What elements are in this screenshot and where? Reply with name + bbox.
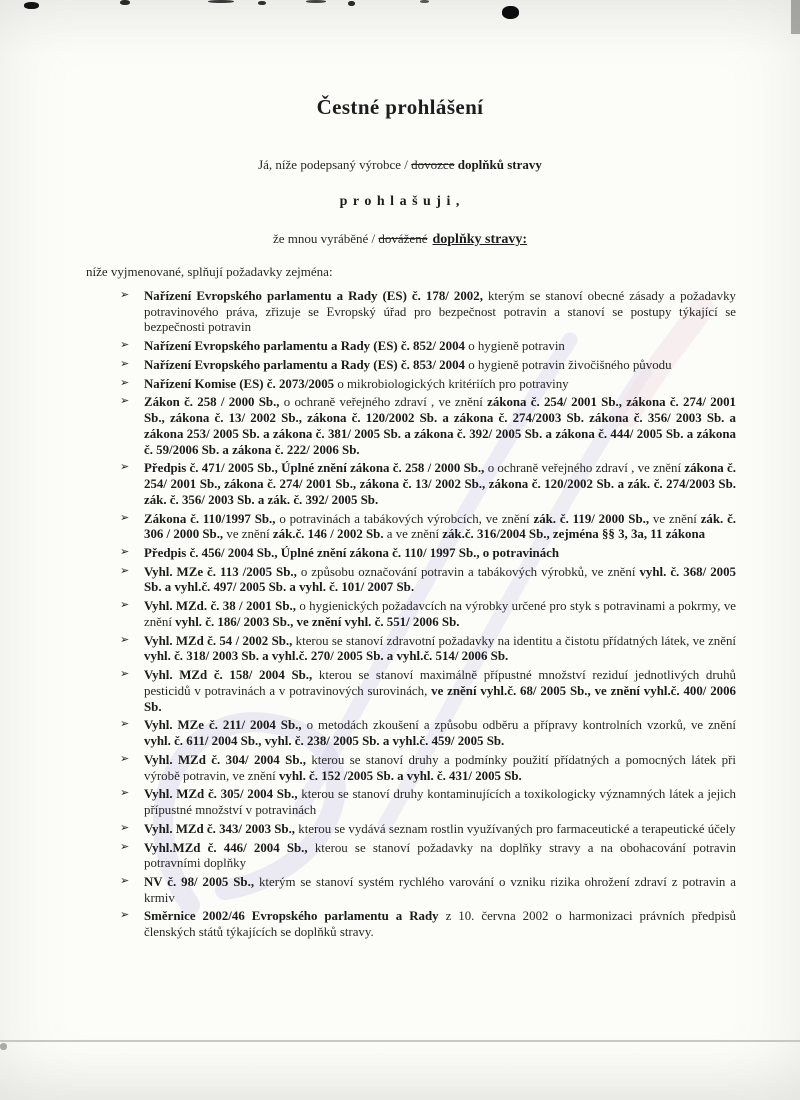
regulation-text-segment: vyhl. č. 318/ 2003 Sb. a vyhl.č. 270/ 2005 Sb. a vyhl.č. 514/ 2006 Sb. — [144, 649, 509, 664]
intro-line — [0, 157, 800, 173]
scan-artifact — [502, 6, 519, 19]
list-bullet-icon: ➢ — [120, 395, 130, 408]
list-bullet-icon: ➢ — [120, 339, 130, 352]
regulation-text-segment: ve znění — [223, 527, 273, 542]
regulation-item — [118, 875, 736, 906]
list-bullet-icon: ➢ — [120, 752, 130, 765]
regulation-item — [118, 377, 736, 393]
regulation-item — [118, 289, 736, 336]
regulation-text-segment: kterou se stanoví požadavky na doplňky stravy a na obohacování potravin potravními doplňky — [144, 840, 737, 871]
list-bullet-icon: ➢ — [120, 718, 130, 731]
regulation-item — [118, 565, 736, 596]
regulation-text-segment: o hygieně potravin — [464, 339, 565, 354]
regulation-text-segment: ve znění vyhl.č. 68/ 2005 Sb., ve znění vyhl.č. 400/ 2006 Sb. — [144, 683, 736, 714]
regulation-text-segment: zák. č. 119/ 2000 Sb., — [533, 511, 650, 526]
list-bullet-icon: ➢ — [120, 376, 130, 389]
regulation-text-segment: vyhl. č. 611/ 2004 Sb., vyhl. č. 238/ 2005 Sb. a vyhl.č. 459/ 2005 Sb. — [144, 734, 505, 749]
scan-artifact — [0, 1043, 7, 1050]
regulation-item — [118, 339, 736, 355]
regulation-text-segment: Vyhl. MZd č. 54 / 2002 Sb., — [144, 633, 293, 648]
regulation-item — [118, 634, 736, 665]
regulation-text-segment: zák.č. 146 / 2002 Sb. — [272, 527, 384, 542]
regulation-text-segment: kterou se stanoví zdravotní požadavky na identitu a čistotu přídatných látek, ve znění — [292, 633, 736, 648]
regulation-text-segment: zák. č. 306 / 2000 Sb., — [144, 511, 737, 542]
list-bullet-icon: ➢ — [120, 787, 130, 800]
regulation-text-segment: vyhl. č. 186/ 2003 Sb., ve znění vyhl. č. 551/ 2006 Sb. — [175, 614, 460, 629]
regulation-text-segment: Vyhl. MZd. č. 38 / 2001 Sb., — [144, 599, 296, 614]
regulation-text-segment: Vyhl. MZd č. 343/ 2003 Sb., — [144, 821, 296, 836]
regulation-item — [118, 909, 736, 940]
regulation-text-segment: vyhl. č. 152 /2005 Sb. a vyhl. č. 431/ 2005 Sb. — [278, 768, 522, 783]
scan-artifact — [0, 1040, 800, 1042]
regulation-text-segment: kterou se vydává seznam rostlin využívaných pro farmaceutické a terapeutické účely — [295, 821, 736, 836]
regulation-text-segment: Vyhl. MZe č. 211/ 2004 Sb., — [144, 718, 302, 733]
regulations-list — [118, 289, 736, 941]
regulation-item — [118, 358, 736, 374]
regulation-text-segment: Nařízení Komise (ES) č. 2073/2005 — [144, 376, 335, 391]
list-bullet-icon: ➢ — [120, 461, 130, 474]
regulation-text-segment: Vyhl. MZd č. 158/ 2004 Sb., — [144, 668, 313, 683]
subject-main: doplňky stravy: — [432, 232, 528, 247]
list-bullet-icon: ➢ — [120, 840, 130, 853]
scan-artifact — [258, 1, 266, 5]
subject-struck-word: dovážené — [378, 231, 428, 246]
regulation-text-segment: kterou se stanoví maximálně přípustné množství reziduí jednotlivých druhů pesticidů v potravinách a v potravinových surovinách, — [144, 668, 736, 698]
regulation-item — [118, 841, 736, 872]
regulation-text-segment: o ochraně veřejného zdraví , ve znění — [484, 461, 685, 476]
list-bullet-icon: ➢ — [120, 668, 130, 681]
scan-artifact — [348, 1, 355, 6]
regulation-text-segment: Předpis č. 471/ 2005 Sb., Úplné znění zákona č. 258 / 2000 Sb., — [144, 461, 485, 476]
list-bullet-icon: ➢ — [120, 511, 130, 524]
regulation-text-segment: Předpis č. 456/ 2004 Sb., Úplné znění zákona č. 110/ 1997 Sb., o potravinách — [144, 546, 560, 561]
subject-pre: že mnou vyráběné / — [272, 231, 379, 246]
regulation-item — [118, 599, 736, 630]
regulation-text-segment: Nařízení Evropského parlamentu a Rady (ES) č. 853/ 2004 — [144, 357, 465, 372]
regulation-item — [118, 546, 736, 562]
list-bullet-icon: ➢ — [120, 821, 130, 834]
regulation-text-segment: o potravinách a tabákových výrobcích, ve znění — [275, 511, 534, 526]
regulation-text-segment: a ve znění — [383, 527, 443, 542]
regulation-item — [118, 718, 736, 749]
regulation-text-segment: Vyhl. MZe č. 113 /2005 Sb., — [144, 564, 297, 579]
regulation-text-segment: o ochraně veřejného zdraví , ve znění — [279, 395, 488, 410]
intro-struck-word: dovozce — [411, 157, 455, 172]
list-intro: níže vyjmenované, splňují požadavky zejména: — [86, 264, 333, 279]
regulation-text-segment: Vyhl. MZd č. 305/ 2004 Sb., — [144, 787, 298, 802]
regulation-text-segment: zákona č. 254/ 2001 Sb., zákona č. 274/ 2001 Sb., zákona č. 13/ 2002 Sb., zákona č. 120/2002 Sb. a zák. č. 274/2003 Sb. zák. č. 356/ 2003 Sb. a zák. č. 392/ 2005 Sb. — [144, 461, 736, 507]
regulation-item — [118, 753, 736, 784]
document-title: Čestné prohlášení — [316, 95, 484, 119]
regulation-text-segment: z 10. června 2002 o harmonizaci právních předpisů členských států týkajících se doplňků stravy. — [144, 909, 736, 940]
list-bullet-icon: ➢ — [120, 357, 130, 370]
regulation-text-segment: Vyhl.MZd č. 446/ 2004 Sb., — [144, 840, 308, 855]
scan-artifact — [791, 0, 800, 34]
regulation-text-segment: o hygienických požadavcích na výrobky určené pro styk s potravinami a pokrmy, ve znění — [144, 599, 736, 629]
scan-artifact — [120, 0, 130, 5]
regulation-text-segment: zákona č. 254/ 2001 Sb., zákona č. 274/ 2001 Sb., zákona č. 13/ 2002 Sb., zákona č. 120/2002 Sb. a zákona č. 274/2003 Sb. zákona č. 356/ 2003 Sb. a zákona 253/ 2005 Sb. a zákona č. 381/ 2005 Sb. a zákona č. 392/ 2005 Sb. a zákona č. 444/ 2005 Sb. a zákona č. 59/2006 Sb. a zákona č. 222/ 2006 Sb. — [144, 395, 736, 457]
regulation-text-segment: zák.č. 316/2004 Sb., zejména §§ 3, 3a, 11 zákona — [442, 527, 706, 542]
regulation-text-segment: kterým se stanoví systém rychlého varování o vzniku rizika ohrožení zdraví z potravin a krmiv — [144, 874, 736, 905]
list-bullet-icon: ➢ — [120, 599, 130, 612]
regulation-text-segment: kterou se stanoví druhy a podmínky použití přídatných a pomocných látek při výrobě potravin, ve znění — [144, 752, 736, 783]
intro-post: doplňků stravy — [454, 157, 542, 172]
regulation-text-segment: ve znění — [649, 511, 701, 526]
subject-line — [0, 231, 800, 248]
regulation-item — [118, 787, 736, 818]
scan-artifact — [24, 2, 39, 9]
regulation-text-segment: kterým se stanoví obecné zásady a požadavky potravinového práva, zřizuje se Evropský úřad pro bezpečnost potravin a stanoví se postupy týkající se bezpečnosti potravin — [144, 289, 736, 335]
regulation-text-segment: Zákon č. 258 / 2000 Sb., — [144, 395, 280, 410]
regulation-text-segment: Nařízení Evropského parlamentu a Rady (ES) č. 852/ 2004 — [144, 339, 465, 354]
regulation-item — [118, 461, 736, 508]
list-bullet-icon: ➢ — [120, 546, 130, 559]
declaration-word: p r o h l a š u j i , — [339, 194, 461, 209]
list-bullet-icon: ➢ — [120, 633, 130, 646]
regulation-item — [118, 822, 736, 838]
list-bullet-icon: ➢ — [120, 874, 130, 887]
regulation-text-segment: Směrnice 2002/46 Evropského parlamentu a Rady — [144, 909, 439, 924]
regulation-text-segment: NV č. 98/ 2005 Sb., — [144, 874, 255, 889]
regulation-text-segment: o hygieně potravin živočišného původu — [464, 357, 672, 372]
scan-artifact — [306, 0, 326, 3]
regulation-item — [118, 668, 736, 715]
regulation-text-segment: Nařízení Evropského parlamentu a Rady (ES) č. 178/ 2002, — [144, 289, 483, 303]
regulation-item — [118, 512, 736, 543]
regulation-text-segment: Vyhl. MZd č. 304/ 2004 Sb., — [144, 752, 306, 767]
regulation-text-segment: o metodách zkoušení a způsobu odběru a přípravy kontrolních vzorků, ve znění — [301, 718, 737, 733]
scan-artifact — [208, 0, 234, 3]
intro-pre: Já, níže podepsaný výrobce / — [258, 157, 412, 172]
regulation-text-segment: o způsobu označování potravin a tabákových výrobků, ve znění — [296, 564, 640, 579]
regulation-item — [118, 395, 736, 458]
list-bullet-icon: ➢ — [120, 289, 130, 301]
regulation-text-segment: o mikrobiologických kritériích pro potraviny — [334, 376, 569, 391]
regulation-text-segment: Zákona č. 110/1997 Sb., — [144, 511, 276, 526]
list-bullet-icon: ➢ — [120, 909, 130, 922]
regulation-text-segment: vyhl. č. 368/ 2005 Sb. a vyhl.č. 497/ 2005 Sb. a vyhl. č. 101/ 2007 Sb. — [144, 564, 737, 595]
regulation-text-segment: kterou se stanoví druhy kontaminujících a toxikologicky významných látek a jejich přípustné množství v potravinách — [144, 787, 736, 818]
scan-artifact — [420, 0, 429, 3]
list-bullet-icon: ➢ — [120, 564, 130, 577]
